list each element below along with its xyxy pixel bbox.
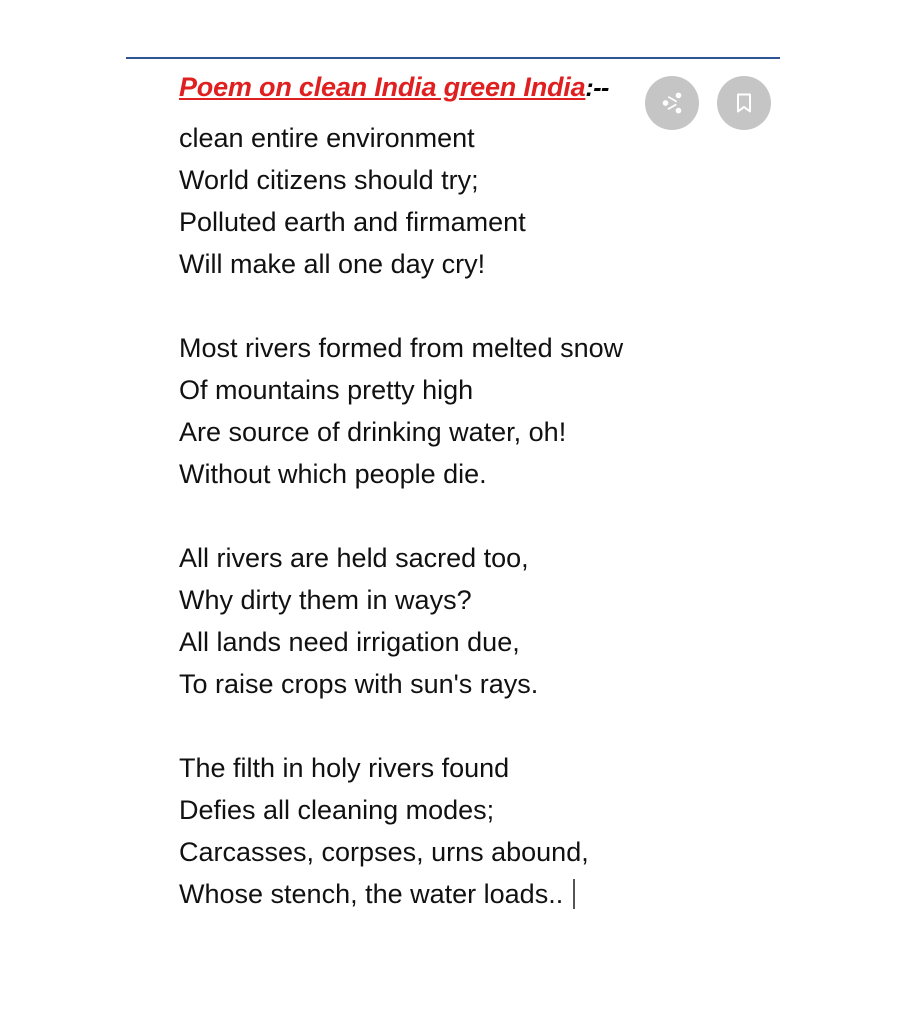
bookmark-button[interactable]: [717, 76, 771, 130]
poem-line: Whose stench, the water loads..: [179, 879, 564, 909]
poem-line: Polluted earth and firmament: [179, 207, 526, 237]
poem-line: Most rivers formed from melted snow: [179, 333, 624, 363]
poem-line: All rivers are held sacred too,: [179, 543, 529, 573]
poem-stanza: [179, 747, 826, 915]
text-caret: [573, 879, 575, 909]
poem-line: To raise crops with sun's rays.: [179, 669, 539, 699]
poem-stanza: [179, 327, 826, 495]
bookmark-icon: [732, 91, 756, 115]
page-title-suffix: :--: [585, 74, 609, 102]
poem-line: clean entire environment: [179, 123, 475, 153]
poem-line: Will make all one day cry!: [179, 249, 486, 279]
poem-line: Without which people die.: [179, 459, 487, 489]
poem-line: Of mountains pretty high: [179, 375, 474, 405]
share-button[interactable]: [645, 76, 699, 130]
poem-line: World citizens should try;: [179, 165, 479, 195]
poem-line: Carcasses, corpses, urns abound,: [179, 837, 589, 867]
page-title-main: Poem on clean India green India: [179, 72, 586, 102]
poem-line: Defies all cleaning modes;: [179, 795, 495, 825]
document-body: [126, 72, 826, 915]
poem-line: All lands need irrigation due,: [179, 627, 520, 657]
top-divider: [126, 57, 780, 59]
poem-line: The filth in holy rivers found: [179, 753, 510, 783]
poem-text: [179, 117, 826, 915]
poem-line: Why dirty them in ways?: [179, 585, 472, 615]
poem-stanza: [179, 117, 826, 285]
share-icon: [659, 90, 685, 116]
poem-stanza: [179, 537, 826, 705]
poem-line: Are source of drinking water, oh!: [179, 417, 567, 447]
poem-line-last: [179, 873, 826, 915]
